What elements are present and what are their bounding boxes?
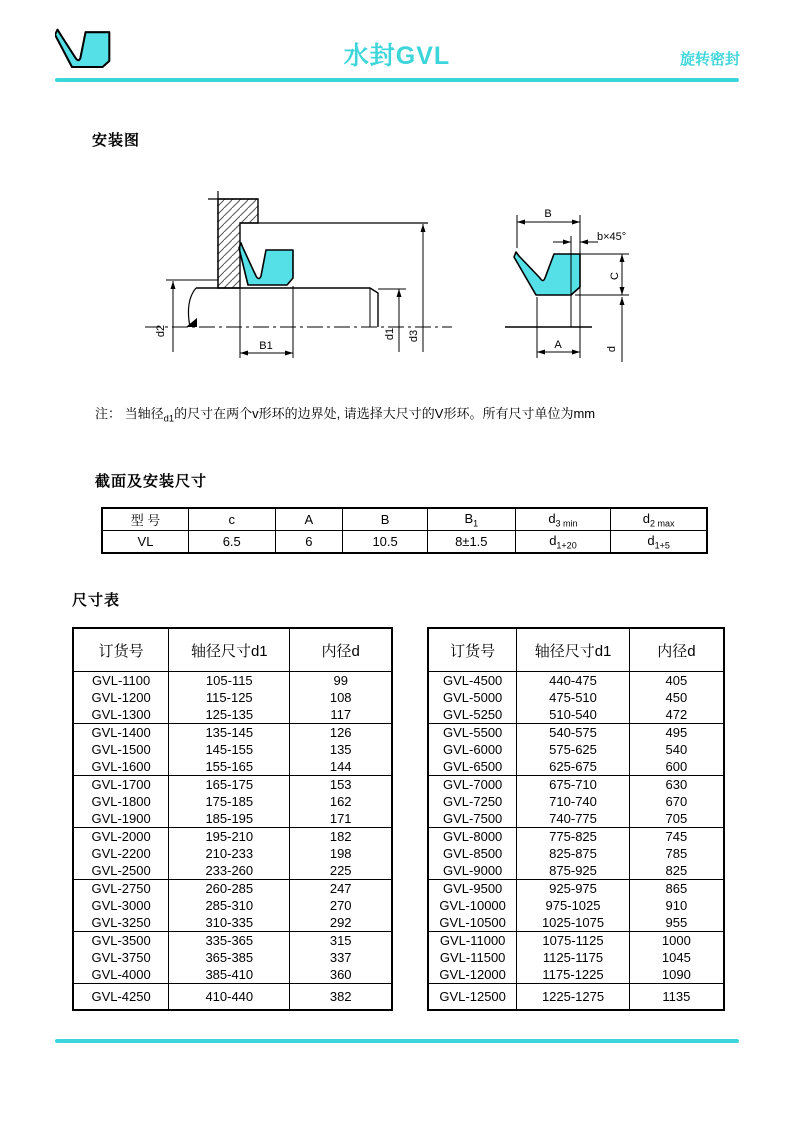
table-cell: 337 <box>290 949 392 966</box>
table-row <box>73 828 392 846</box>
table-cell: 270 <box>290 897 392 914</box>
dim-label-d: d <box>606 345 618 353</box>
spec-data-row <box>102 531 707 554</box>
table-cell: 1225-1275 <box>517 984 629 1011</box>
table-cell: 285-310 <box>169 897 290 914</box>
table-cell: 8±1.5 <box>427 531 515 554</box>
table-row <box>428 672 724 690</box>
table-row <box>73 932 392 950</box>
table-cell: 865 <box>629 880 724 898</box>
table-cell: 105-115 <box>169 672 290 690</box>
table-cell: GVL-7000 <box>428 776 517 794</box>
table-cell: GVL-1800 <box>73 793 169 810</box>
table-cell: GVL-7500 <box>428 810 517 828</box>
table-row <box>428 914 724 932</box>
column-header-inner: 内径d <box>290 628 392 672</box>
table-cell: GVL-1300 <box>73 706 169 724</box>
table-row <box>73 984 392 1011</box>
table-cell: GVL-6000 <box>428 741 517 758</box>
table-cell: 1090 <box>629 966 724 984</box>
table-cell: 126 <box>290 724 392 742</box>
table-cell: GVL-1500 <box>73 741 169 758</box>
table-cell: GVL-2200 <box>73 845 169 862</box>
table-row <box>428 706 724 724</box>
table-cell: 1175-1225 <box>517 966 629 984</box>
table-cell: GVL-1700 <box>73 776 169 794</box>
table-cell: 1135 <box>629 984 724 1011</box>
table-cell: GVL-5000 <box>428 689 517 706</box>
table-row <box>73 706 392 724</box>
table-row <box>428 810 724 828</box>
dim-label-d3: d3 <box>408 329 420 343</box>
table-cell: 198 <box>290 845 392 862</box>
table-cell: 410-440 <box>169 984 290 1011</box>
table-cell: GVL-1200 <box>73 689 169 706</box>
column-header-order: 订货号 <box>73 628 169 672</box>
v-ring-seal <box>239 243 293 285</box>
dim-label-B: B <box>544 208 552 220</box>
table-cell: 450 <box>629 689 724 706</box>
note-prefix: 注： <box>95 406 122 421</box>
table-row <box>428 793 724 810</box>
table-cell: 955 <box>629 914 724 932</box>
table-cell: 775-825 <box>517 828 629 846</box>
table-cell: 670 <box>629 793 724 810</box>
table-cell: 155-165 <box>169 758 290 776</box>
table-cell: GVL-10500 <box>428 914 517 932</box>
column-header: c <box>189 508 276 531</box>
table-cell: 910 <box>629 897 724 914</box>
table-cell: 405 <box>629 672 724 690</box>
column-header: $d_{3 min}$ <box>515 508 611 531</box>
table-cell: 745 <box>629 828 724 846</box>
footer-divider <box>55 1039 739 1043</box>
table-cell: GVL-8500 <box>428 845 517 862</box>
table-cell: 1025-1075 <box>517 914 629 932</box>
table-row <box>73 897 392 914</box>
spec-table <box>101 507 708 554</box>
table-row <box>73 949 392 966</box>
table-cell: 825 <box>629 862 724 880</box>
table-row <box>73 672 392 690</box>
dim-label-B1: B1 <box>259 340 273 352</box>
table-cell: GVL-2000 <box>73 828 169 846</box>
dim-label-A: A <box>554 339 562 351</box>
table-cell: 6.5 <box>189 531 276 554</box>
table-cell: 925-975 <box>517 880 629 898</box>
table-cell: 260-285 <box>169 880 290 898</box>
table-cell: 115-125 <box>169 689 290 706</box>
table-row <box>428 880 724 898</box>
table-cell: GVL-5500 <box>428 724 517 742</box>
size-table-right <box>427 627 725 1011</box>
table-row <box>428 949 724 966</box>
table-cell: 472 <box>629 706 724 724</box>
table-cell: GVL-3250 <box>73 914 169 932</box>
note-text: 当轴径$_{d1}$的尺寸在两个v形环的边界处, 请选择大尺寸的V形环。所有尺寸单位为mm <box>124 406 596 424</box>
table-cell: GVL-3750 <box>73 949 169 966</box>
section-title-size: 尺寸表 <box>72 592 121 609</box>
table-row <box>428 984 724 1011</box>
table-cell: 175-185 <box>169 793 290 810</box>
page-title: 水封GVL <box>343 42 451 70</box>
column-header-order: 订货号 <box>428 628 517 672</box>
table-row <box>73 724 392 742</box>
shaft-outline <box>196 288 378 327</box>
installation-note <box>95 404 735 429</box>
table-cell: 740-775 <box>517 810 629 828</box>
table-cell: 125-135 <box>169 706 290 724</box>
column-header: $B_1$ <box>427 508 515 531</box>
table-row <box>73 776 392 794</box>
table-cell: 630 <box>629 776 724 794</box>
table-cell: GVL-4250 <box>73 984 169 1011</box>
table-cell: 510-540 <box>517 706 629 724</box>
table-cell: 475-510 <box>517 689 629 706</box>
table-cell: 875-925 <box>517 862 629 880</box>
table-cell: GVL-3500 <box>73 932 169 950</box>
table-cell: 6 <box>275 531 343 554</box>
table-cell: 171 <box>290 810 392 828</box>
table-cell: $d_{1+5}$ <box>611 531 707 554</box>
table-row <box>73 758 392 776</box>
column-header-shaft: 轴径尺寸d1 <box>169 628 290 672</box>
size-header-row <box>73 628 392 672</box>
table-cell: GVL-1600 <box>73 758 169 776</box>
size-header-row <box>428 628 724 672</box>
table-cell: GVL-1900 <box>73 810 169 828</box>
table-cell: GVL-8000 <box>428 828 517 846</box>
table-cell: 315 <box>290 932 392 950</box>
table-cell: 182 <box>290 828 392 846</box>
table-cell: 705 <box>629 810 724 828</box>
column-header-inner: 内径d <box>629 628 724 672</box>
category-label: 旋转密封 <box>679 51 740 68</box>
table-cell: 540-575 <box>517 724 629 742</box>
table-cell: 675-710 <box>517 776 629 794</box>
table-row <box>73 810 392 828</box>
table-row <box>428 724 724 742</box>
table-cell: GVL-11000 <box>428 932 517 950</box>
table-cell: 153 <box>290 776 392 794</box>
table-cell: 335-365 <box>169 932 290 950</box>
table-cell: 195-210 <box>169 828 290 846</box>
table-cell: 145-155 <box>169 741 290 758</box>
table-row <box>73 689 392 706</box>
column-header: B <box>343 508 428 531</box>
table-cell: GVL-3000 <box>73 897 169 914</box>
table-cell: 108 <box>290 689 392 706</box>
table-row <box>428 776 724 794</box>
table-row <box>428 828 724 846</box>
table-cell: GVL-9500 <box>428 880 517 898</box>
table-cell: 1075-1125 <box>517 932 629 950</box>
table-cell: 625-675 <box>517 758 629 776</box>
table-cell: GVL-12500 <box>428 984 517 1011</box>
table-cell: 135-145 <box>169 724 290 742</box>
table-row <box>428 741 724 758</box>
size-table-left <box>72 627 393 1011</box>
table-cell: 292 <box>290 914 392 932</box>
column-header: 型 号 <box>102 508 189 531</box>
dim-label-d2: d2 <box>155 324 167 338</box>
table-cell: GVL-2750 <box>73 880 169 898</box>
table-cell: 1045 <box>629 949 724 966</box>
table-cell: GVL-10000 <box>428 897 517 914</box>
table-row <box>73 966 392 984</box>
table-cell: GVL-12000 <box>428 966 517 984</box>
section-title-installation: 安装图 <box>92 132 141 149</box>
column-header: A <box>275 508 343 531</box>
table-cell: 825-875 <box>517 845 629 862</box>
dim-label-C: C <box>609 272 621 280</box>
table-cell: 575-625 <box>517 741 629 758</box>
table-cell: GVL-5250 <box>428 706 517 724</box>
table-row <box>428 932 724 950</box>
table-cell: 247 <box>290 880 392 898</box>
table-cell: GVL-4500 <box>428 672 517 690</box>
spec-header-row <box>102 508 707 531</box>
table-row <box>73 741 392 758</box>
table-cell: 99 <box>290 672 392 690</box>
column-header-shaft: 轴径尺寸d1 <box>517 628 629 672</box>
table-cell: 165-175 <box>169 776 290 794</box>
table-row <box>428 897 724 914</box>
table-cell: GVL-2500 <box>73 862 169 880</box>
table-row <box>428 758 724 776</box>
table-cell: 233-260 <box>169 862 290 880</box>
section-title-spec: 截面及安装尺寸 <box>95 473 208 490</box>
table-cell: 210-233 <box>169 845 290 862</box>
table-cell: GVL-11500 <box>428 949 517 966</box>
table-cell: VL <box>102 531 189 554</box>
table-cell: GVL-1400 <box>73 724 169 742</box>
table-cell: 1125-1175 <box>517 949 629 966</box>
table-cell: 10.5 <box>343 531 428 554</box>
table-cell: 785 <box>629 845 724 862</box>
table-cell: 135 <box>290 741 392 758</box>
table-row <box>73 862 392 880</box>
table-cell: 440-475 <box>517 672 629 690</box>
table-row <box>428 845 724 862</box>
table-cell: 710-740 <box>517 793 629 810</box>
table-cell: 600 <box>629 758 724 776</box>
header-divider <box>55 78 739 82</box>
table-row <box>428 966 724 984</box>
table-cell: 382 <box>290 984 392 1011</box>
table-cell: 185-195 <box>169 810 290 828</box>
table-row <box>73 914 392 932</box>
table-cell: GVL-7250 <box>428 793 517 810</box>
table-row <box>428 689 724 706</box>
dim-label-d1: d1 <box>384 327 396 341</box>
table-cell: 540 <box>629 741 724 758</box>
installation-diagram <box>130 180 650 370</box>
table-cell: 225 <box>290 862 392 880</box>
table-cell: 365-385 <box>169 949 290 966</box>
table-row <box>73 793 392 810</box>
table-cell: 385-410 <box>169 966 290 984</box>
table-cell: GVL-9000 <box>428 862 517 880</box>
v-ring-profile <box>514 252 580 295</box>
column-header: $d_{2 max}$ <box>611 508 707 531</box>
table-cell: GVL-6500 <box>428 758 517 776</box>
dim-label-chamfer: b×45° <box>597 231 627 243</box>
table-cell: $d_{1+20}$ <box>515 531 611 554</box>
table-cell: GVL-4000 <box>73 966 169 984</box>
table-cell: 975-1025 <box>517 897 629 914</box>
table-cell: 360 <box>290 966 392 984</box>
table-row <box>73 880 392 898</box>
table-cell: 162 <box>290 793 392 810</box>
table-cell: 144 <box>290 758 392 776</box>
table-cell: 310-335 <box>169 914 290 932</box>
table-row <box>73 845 392 862</box>
table-cell: 117 <box>290 706 392 724</box>
table-cell: GVL-1100 <box>73 672 169 690</box>
table-row <box>428 862 724 880</box>
table-cell: 495 <box>629 724 724 742</box>
table-cell: 1000 <box>629 932 724 950</box>
